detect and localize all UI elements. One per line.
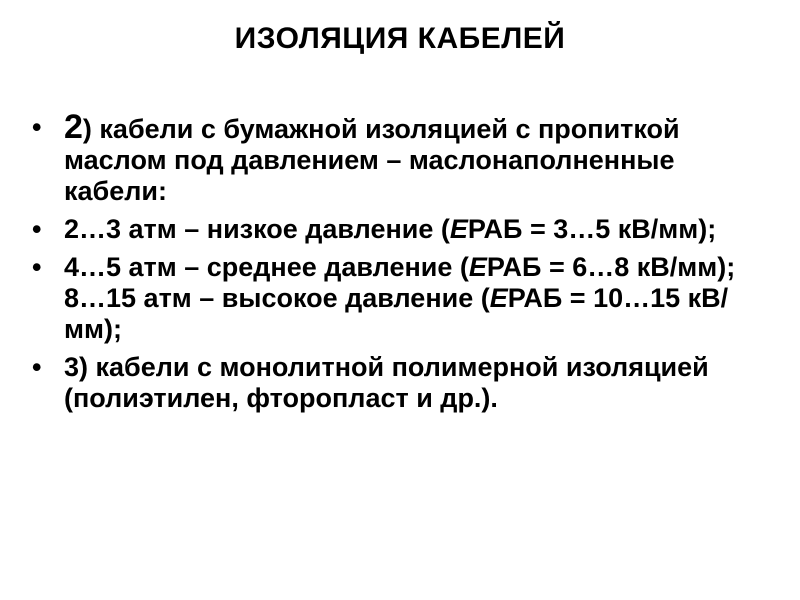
item-text: ) кабели с бумажной изоляцией с пропиткой маслом под давлением – маслонаполненные кабели: <box>64 114 680 206</box>
item-text: РАБ = 3…5 кВ/мм); <box>467 214 717 244</box>
bullet-icon: • <box>32 352 42 382</box>
slide-title: ИЗОЛЯЦИЯ КАБЕЛЕЙ <box>234 22 566 55</box>
bullet-list <box>32 108 772 421</box>
bullet-icon: • <box>32 252 42 282</box>
item-number: 2 <box>64 108 83 146</box>
bullet-icon: • <box>32 214 42 244</box>
list-item <box>32 252 772 345</box>
item-text: РАБ = 10…15 кВ/мм); <box>64 283 729 344</box>
item-text: 4…5 атм – среднее давление ( <box>64 252 469 282</box>
list-item <box>32 214 772 245</box>
italic-e: Е <box>489 283 508 313</box>
bullet-icon: • <box>32 112 42 142</box>
list-item <box>32 108 772 207</box>
list-item <box>32 352 772 414</box>
item-text: 3) кабели с монолитной полимерной изоляцией (полиэтилен, фторопласт и др.). <box>64 352 709 413</box>
italic-e: Е <box>449 214 468 244</box>
item-text: РАБ = 6…8 кВ/мм); 8…15 атм – высокое давление ( <box>64 252 736 313</box>
italic-e: Е <box>468 252 487 282</box>
item-text: 2…3 атм – низкое давление ( <box>64 214 450 244</box>
